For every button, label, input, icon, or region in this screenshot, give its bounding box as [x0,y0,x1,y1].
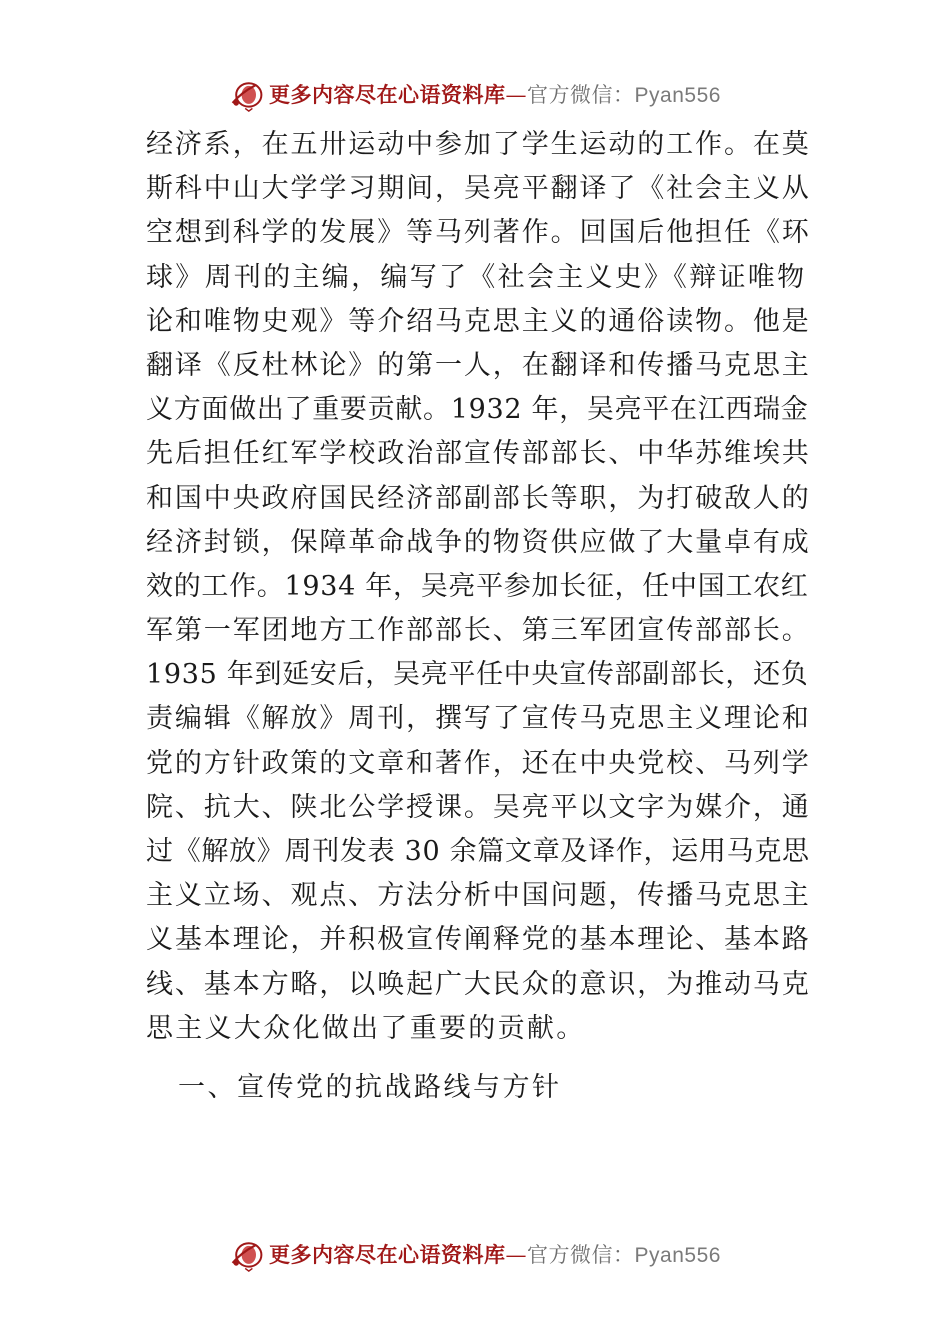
text-line: 和国中央政府国民经济部副部长等职，为打破敌人的 [146,482,811,514]
text-line: 1935 年到延安后，吴亮平任中央宣传部副部长，还负 [146,659,809,691]
text-line: 院、抗大、陕北公学授课。吴亮平以文字为媒介，通 [146,791,811,823]
text-line: 先后担任红军学校政治部宣传部部长、中华苏维埃共 [146,438,811,470]
body-text [146,123,811,1051]
lantern-logo-icon [229,1236,265,1272]
text-line: 义基本理论，并积极宣传阐释党的基本理论、基本路 [146,924,811,956]
watermark-wechat-id: Pyan556 [634,1244,721,1267]
watermark-brand: 更多内容尽在心语资料库 [269,82,506,107]
watermark-text [269,1239,721,1269]
text-line: 主义立场、观点、方法分析中国问题，传播马克思主 [146,880,811,912]
watermark-text [269,79,721,109]
header-watermark [0,72,950,116]
text-line: 经济封锁，保障革命战争的物资供应做了大量卓有成 [146,526,811,558]
text-line: 线、基本方略，以唤起广大民众的意识，为推动马克 [146,968,811,1000]
text-line: 斯科中山大学学习期间，吴亮平翻译了《社会主义从 [146,173,811,205]
text-line: 空想到科学的发展》等马列著作。回国后他担任《环 [146,217,811,249]
text-line: 责编辑《解放》周刊，撰写了宣传马克思主义理论和 [146,703,811,735]
footer-watermark [0,1232,950,1276]
watermark-wechat-id: Pyan556 [634,84,721,107]
text-line: 军第一军团地方工作部部长、第三军团宣传部部长。 [146,615,811,647]
text-line: 义方面做出了重要贡献。1932 年，吴亮平在江西瑞金 [146,394,809,426]
text-line: 论和唯物史观》等介绍马克思主义的通俗读物。他是 [146,305,811,337]
watermark-wechat-label: 官方微信： [527,83,635,107]
section-heading: 一、宣传党的抗战路线与方针 [178,1072,562,1103]
watermark-brand: 更多内容尽在心语资料库 [269,1242,506,1267]
watermark-wechat-label: 官方微信： [527,1243,635,1267]
lantern-logo-icon [229,76,265,112]
text-line: 球》周刊的主编，编写了《社会主义史》《辩证唯物 [146,261,807,293]
text-line: 过《解放》周刊发表 30 余篇文章及译作，运用马克思 [146,836,810,867]
text-line: 党的方针政策的文章和著作，还在中央党校、马列学 [146,747,811,779]
text-line: 翻译《反杜林论》的第一人，在翻译和传播马克思主 [146,349,811,381]
watermark-dash: — [505,83,528,107]
text-line: 经济系，在五卅运动中参加了学生运动的工作。在莫 [146,129,811,160]
watermark-dash: — [505,1243,528,1267]
text-line: 效的工作。1934 年，吴亮平参加长征，任中国工农红 [146,570,809,602]
text-line: 思主义大众化做出了重要的贡献。 [146,1012,586,1044]
